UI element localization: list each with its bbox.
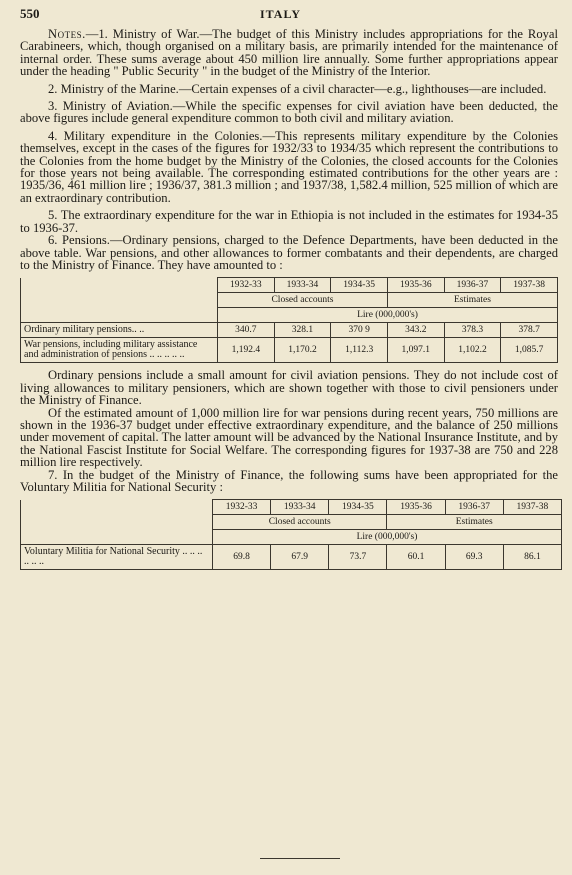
estimates-label: Estimates — [387, 515, 562, 530]
unit-label: Lire (000,000's) — [218, 308, 558, 323]
table-header-row — [21, 500, 562, 515]
notes-label: Notes. — [48, 27, 86, 41]
unit-label: Lire (000,000's) — [213, 530, 562, 545]
year-header: 1934-35 — [329, 500, 387, 515]
closed-accounts-label: Closed accounts — [218, 293, 388, 308]
table-cell: 370 9 — [331, 323, 388, 338]
table-header-row — [21, 278, 558, 293]
table-cell: 69.8 — [213, 545, 271, 570]
note-6: 6. Pensions.—Ordinary pensions, charged to the Defence Departments, have been deducted in the above table. War pensions, and other allowances to former combatants and their dependents, are charged to the Ministry of Finance. They have amounted to : — [20, 233, 558, 272]
table-cell: 73.7 — [329, 545, 387, 570]
footer-divider — [260, 858, 340, 859]
year-header: 1932-33 — [213, 500, 271, 515]
table-cell: 378.3 — [444, 323, 501, 338]
year-header: 1933-34 — [271, 500, 329, 515]
year-header: 1934-35 — [331, 278, 388, 293]
closed-accounts-label: Closed accounts — [213, 515, 387, 530]
table-row — [21, 338, 558, 363]
table-cell: 1,112.3 — [331, 338, 388, 363]
pensions-table — [20, 277, 558, 363]
note-1 — [20, 28, 558, 78]
table-cell: 340.7 — [218, 323, 275, 338]
row-label: Voluntary Militia for National Security .. .. .. .. .. .. — [21, 545, 213, 570]
paragraph-ordinary-pensions: Ordinary pensions include a small amount for civil aviation pensions. They do not include cost of living allowances to military pensioners, which are shown together with those to civil pensioners under the Ministry of Finance. — [20, 368, 558, 408]
row-label: War pensions, including military assistance and administration of pensions .. .. .. .. .. — [21, 338, 218, 363]
militia-table — [20, 499, 562, 570]
page-number: 550 — [20, 6, 40, 21]
year-header: 1937-38 — [503, 500, 561, 515]
table-cell: 343.2 — [387, 323, 444, 338]
table-cell: 1,102.2 — [444, 338, 501, 363]
year-header: 1935-36 — [387, 278, 444, 293]
table-cell: 69.3 — [445, 545, 503, 570]
year-header: 1937-38 — [501, 278, 558, 293]
note-7: 7. In the budget of the Ministry of Finance, the following sums have been appropriated for the Voluntary Militia for National Security : — [20, 467, 558, 494]
table-cell: 378.7 — [501, 323, 558, 338]
note-2: 2. Ministry of the Marine.—Certain expenses of a civil character—e.g., lighthouses—are included. — [48, 81, 547, 96]
table-cell: 1,097.1 — [387, 338, 444, 363]
year-header: 1932-33 — [218, 278, 275, 293]
table-cell: 1,085.7 — [501, 338, 558, 363]
page-header — [20, 6, 558, 28]
year-header: 1935-36 — [387, 500, 445, 515]
table-cell: 60.1 — [387, 545, 445, 570]
table-cell: 1,170.2 — [274, 338, 331, 363]
estimates-label: Estimates — [387, 293, 557, 308]
note-4: 4. Military expenditure in the Colonies.—This represents military expenditure by the Colonies themselves, except in the cases of the figures for 1932/33 to 1934/35 which represent the contributions to the Colonies from the home budget by the Ministry of the Colonies, the closed accounts for the Colonies for those years not being available. The corresponding estimated contributions for the other years are : 1935/36, 461 million lire ; 1936/37, 381.3 million ; and 1937/38, 1,582.4 million, 525 million of which are an extraordinary contribution. — [20, 128, 559, 205]
table-cell: 67.9 — [271, 545, 329, 570]
year-header: 1936-37 — [444, 278, 501, 293]
table-cell: 1,192.4 — [218, 338, 275, 363]
table-row — [21, 545, 562, 570]
row-label: Ordinary military pensions.. .. — [21, 323, 218, 338]
note-1-text: —1. Ministry of War.—The budget of this Ministry includes appropriations for the Royal Carabineers, which, though organised on a military basis, are primarily intended for the maintenance of internal order. These sums average about 450 million lire annually. Some further appropriations appear under the heading " Public Security " in the budget of the Ministry of the Interior. — [20, 27, 558, 79]
note-5: 5. The extraordinary expenditure for the war in Ethiopia is not included in the estimates for 1934-35 to 1936-37. — [20, 208, 558, 235]
table-row — [21, 323, 558, 338]
year-header: 1936-37 — [445, 500, 503, 515]
paragraph-war-pensions: Of the estimated amount of 1,000 million lire for war pensions during recent years, 750 millions are shown in the 1936-37 budget under effective extraordinary expenditure, and the balance of 250 millions under movement of capital. The latter amount will be advanced by the National Insurance Institute, and by the National Fascist Institute for Social Welfare. The corresponding figures for 1937-38 are 750 and 228 million lire respectively. — [20, 405, 558, 470]
note-3: 3. Ministry of Aviation.—While the specific expenses for civil aviation have been deducted, the above figures include general expenditure common to both civil and military aviation. — [20, 99, 558, 126]
year-header: 1933-34 — [274, 278, 331, 293]
table-cell: 328.1 — [274, 323, 331, 338]
table-cell: 86.1 — [503, 545, 561, 570]
running-head: ITALY — [260, 7, 302, 21]
